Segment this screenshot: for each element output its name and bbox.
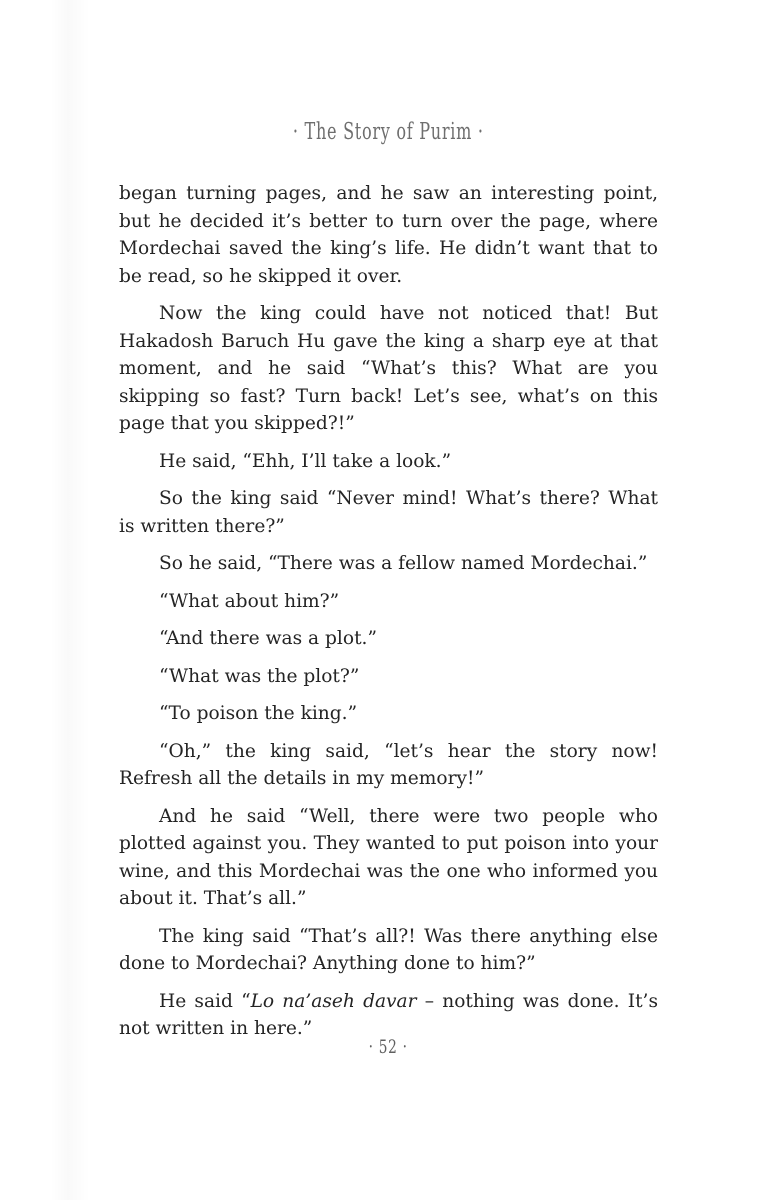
running-header-text: · The Story of Purim · [292,119,484,145]
running-header [0,119,776,145]
paragraph: So he said, “There was a fellow named Mordechai.” [159,553,648,574]
page-number [0,1036,776,1058]
paragraph: “What was the plot?” [159,665,360,687]
paragraph: So the king said “Never mind! What’s there? What is written there?” [119,488,658,537]
paragraph: The king said “That’s all?! Was there anything else done to Mordechai? Anything done to him?” [119,925,658,974]
paragraph [119,988,658,1043]
paragraph-text: He said “ [159,990,251,1012]
paragraph: began turning pages, and he saw an interesting point, but he decided it’s better to turn over the page, where Mordechai saved the king’s life. He didn’t want that to be read, so he skipped it over. [119,183,658,287]
page-number-text: · 52 · [368,1036,408,1058]
paragraph: “Oh,” the king said, “let’s hear the story now! Refresh all the details in my memory!” [119,740,658,789]
paragraph: He said, “Ehh, I’ll take a look.” [159,450,452,472]
page-edge-shading [50,0,90,1200]
paragraph: And he said “Well, there were two people who plotted against you. They wanted to put poison into your wine, and this Mordechai was the one who informed you about it. That’s all.” [119,805,658,909]
paragraph: “And there was a plot.” [159,628,377,649]
paragraph: “What about him?” [159,590,340,612]
paragraph-text: – nothing was done. It’s not written in here.” [119,990,659,1039]
paragraph: Now the king could have not noticed that! But Hakadosh Baruch Hu gave the king a sharp eye at that moment, and he said “What’s this? What are you skipping so fast? Turn back! Let’s see, what’s on this page that you skipped?!” [119,303,658,434]
page-body [119,180,658,1053]
paragraph: “To poison the king.” [159,703,358,724]
italic-phrase: Lo na’aseh davar [250,990,417,1012]
